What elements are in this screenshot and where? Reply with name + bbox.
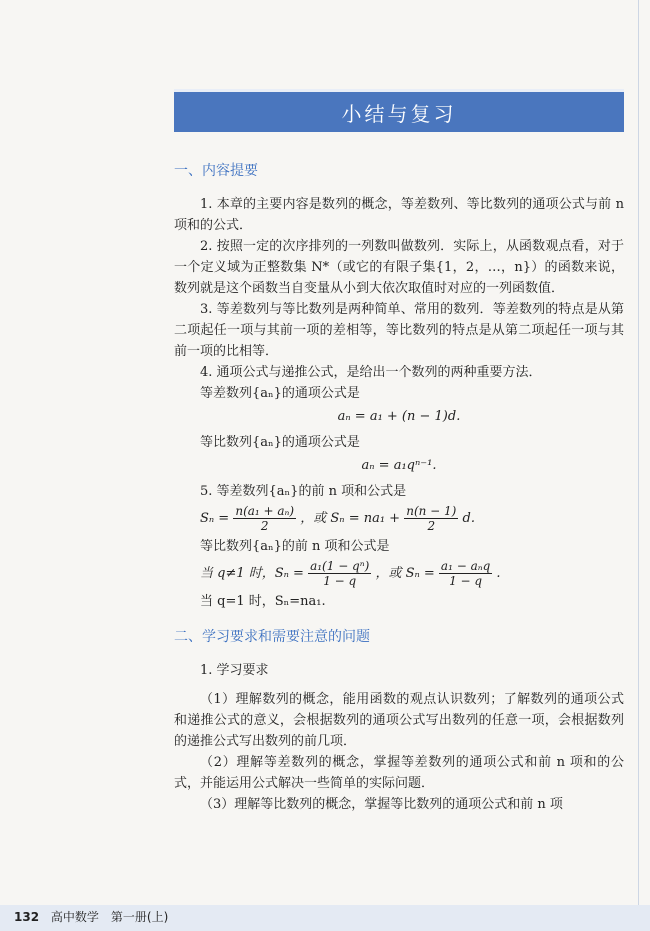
section-heading-requirements: 二、学习要求和需要注意的问题 xyxy=(174,629,370,645)
geom-sum-q1: 当 q=1 时，Sₙ=na₁. xyxy=(200,594,326,609)
section-heading-summary: 一、内容提要 xyxy=(174,163,258,179)
arith-general-formula: aₙ = a₁ + (n − 1)d. xyxy=(337,409,461,424)
fraction-3: $\frac{\text{a₁(1 − qⁿ)}}{1 - q}$ xyxy=(310,559,370,588)
book-title: 高中数学 第一册(上) xyxy=(50,910,169,924)
spacer xyxy=(174,612,624,626)
arith-sum-formula: Sₙ = $\frac{\text{n(a₁ + aₙ)}}{2}$ ，或 Sₙ = na₁ + $\frac{n(n - 1)}{2}$ d. xyxy=(200,504,475,533)
requirement-2: （2）理解等差数列的概念，掌握等差数列的通项公式和前 n 项和的公式，并能运用公式解决一些简单的实际问题． xyxy=(174,755,624,791)
page-number: 132 xyxy=(14,910,40,924)
requirement-3: （3）理解等比数列的概念，掌握等比数列的通项公式和前 n 项 xyxy=(200,797,563,812)
paragraph-5: 5. 等差数列{aₙ}的前 n 项和公式是 xyxy=(200,484,407,499)
spacer xyxy=(174,681,624,689)
fraction-4: $\frac{\text{a₁ − aₙq}}{1 - q}$ xyxy=(440,559,491,588)
geom-general-formula: aₙ = a₁qⁿ⁻¹. xyxy=(361,458,437,473)
fraction-1: $\frac{\text{n(a₁ + aₙ)}}{2}$ xyxy=(235,504,295,533)
geom-sum-formula: 当 q≠1 时，Sₙ = $\frac{\text{a₁(1 − qⁿ)}}{1 - q}$ ，或 Sₙ = $\frac{\text{a₁ − aₙq}}{1 - q}$ . xyxy=(200,559,501,588)
page-edge-line xyxy=(638,0,639,931)
footer xyxy=(14,908,168,925)
paragraph-1: 1. 本章的主要内容是数列的概念，等差数列、等比数列的通项公式与前 n 项和的公式． xyxy=(174,197,624,233)
title-banner xyxy=(174,89,624,132)
paragraph-3: 3. 等差数列与等比数列是两种简单、常用的数列．等差数列的特点是从第二项起任一项与其前一项的差相等，等比数列的特点是从第二项起任一项与其前一项的比相等． xyxy=(174,302,624,359)
main-content xyxy=(174,160,624,815)
geom-general-label: 等比数列{aₙ}的通项公式是 xyxy=(200,435,360,450)
arith-general-label: 等差数列{aₙ}的通项公式是 xyxy=(200,386,360,401)
fraction-2: $\frac{n(n - 1)}{2}$ xyxy=(406,504,457,533)
geom-sum-label: 等比数列{aₙ}的前 n 项和公式是 xyxy=(200,539,390,554)
subheading-requirements: 1. 学习要求 xyxy=(200,663,269,678)
page-title: 小结与复习 xyxy=(341,101,457,126)
paragraph-4: 4. 通项公式与递推公式，是给出一个数列的两种重要方法． xyxy=(200,365,542,380)
requirement-1: （1）理解数列的概念，能用函数的观点认识数列；了解数列的通项公式和递推公式的意义，会根据数列的通项公式写出数列的任意一项，会根据数列的递推公式写出数列的前几项． xyxy=(174,692,624,749)
paragraph-2: 2. 按照一定的次序排列的一列数叫做数列．实际上，从函数观点看，对于一个定义域为正整数集 N*（或它的有限子集{1，2，…，n}）的函数来说，数列就是这个函数当自变量从小到大依次取值时对应的一列函数值． xyxy=(174,239,624,296)
